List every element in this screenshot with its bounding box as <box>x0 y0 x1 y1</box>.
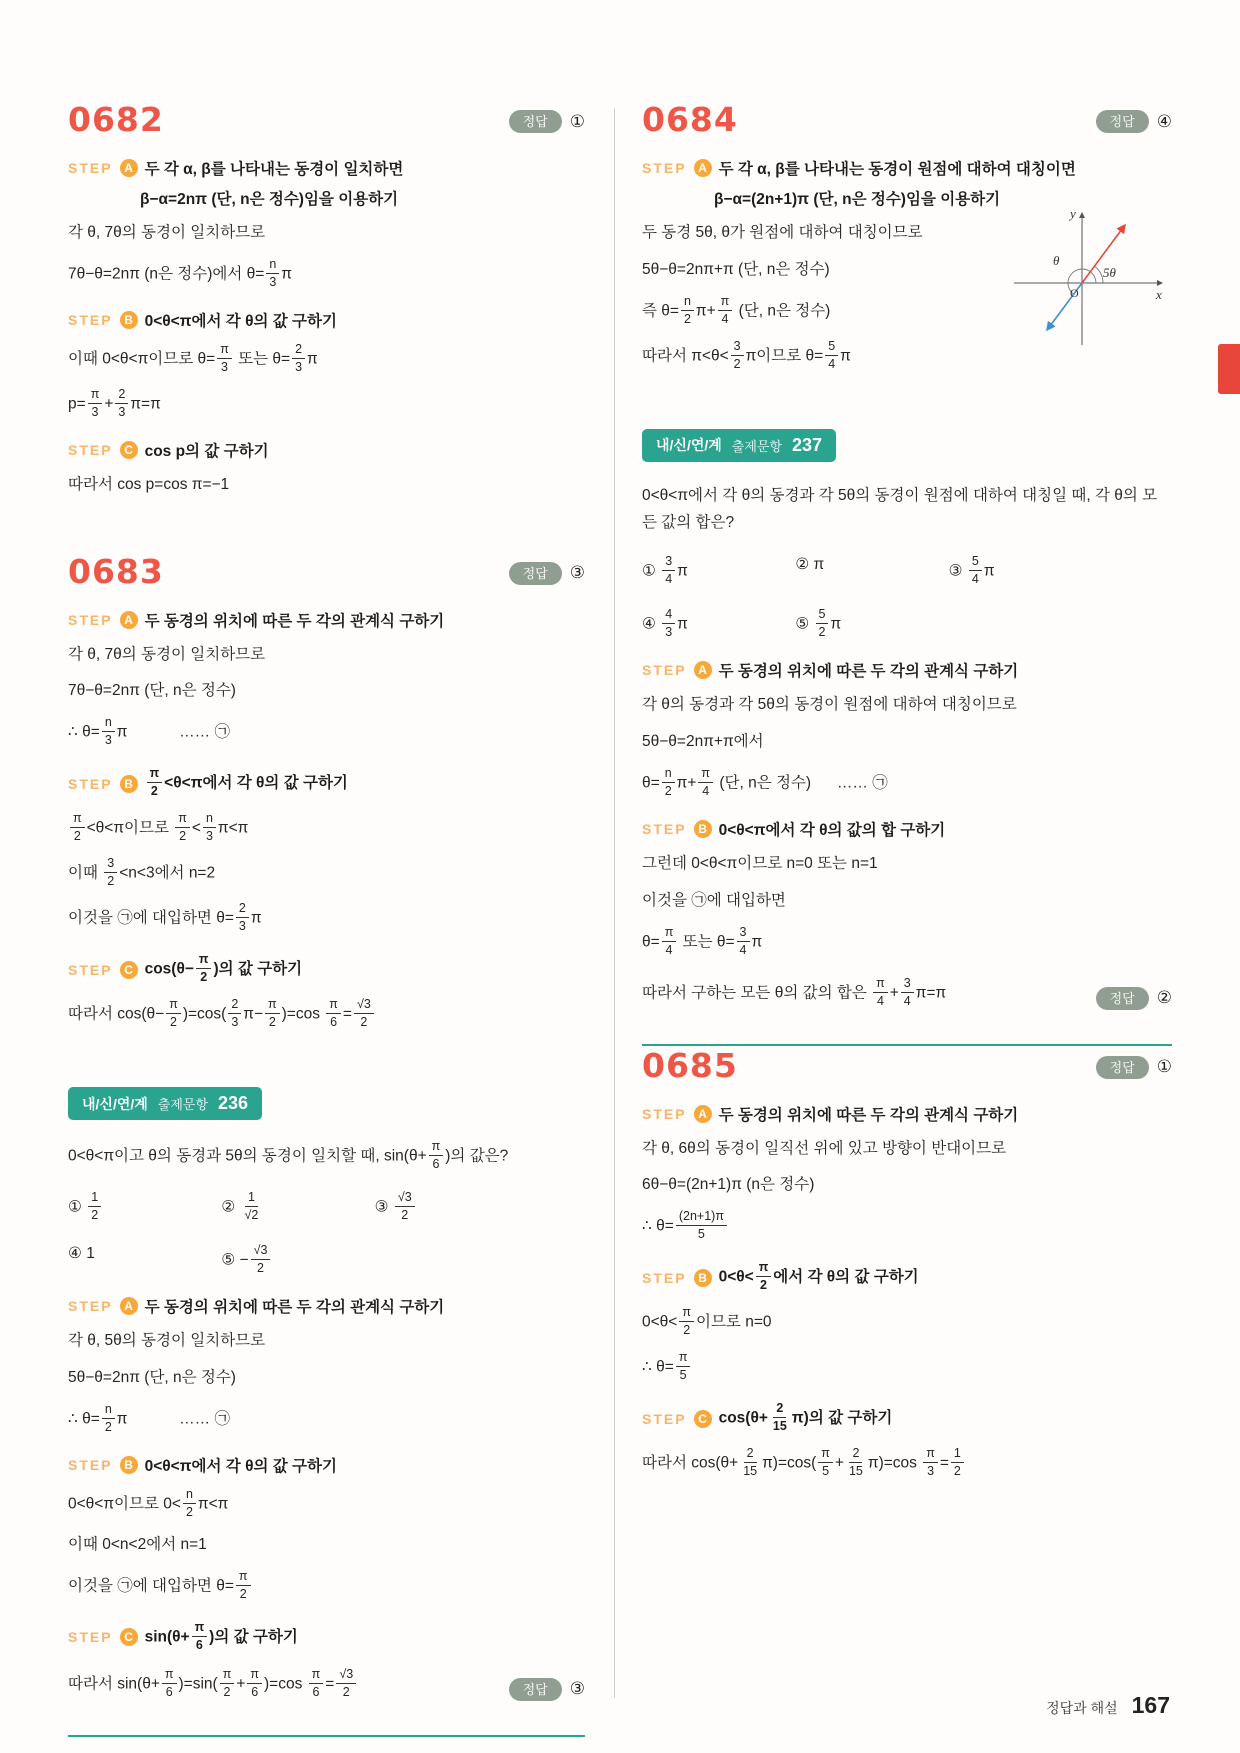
naesin-sub-label: 출제문항 <box>157 1097 208 1113</box>
step-title: $\frac{\pi}{2}$ <θ<π에서 각 θ의 값 구하기 <box>145 767 348 800</box>
step-label: STEP <box>68 961 113 978</box>
footer-section-label: 정답과 해설 <box>1046 1700 1118 1716</box>
solution-line: ∴ θ= $\frac{n}{3}$ π …… ㉠ <box>68 715 230 748</box>
step-title: 0<θ<π에서 각 θ의 값 구하기 <box>144 1457 337 1475</box>
step-label: STEP <box>642 820 687 837</box>
answer-circle: ③ <box>569 563 585 583</box>
step-title-continued: β−α=2nπ (단, n은 정수)임을 이용하기 <box>140 191 399 208</box>
solution-line: 따라서 cos(θ+ $\frac{2}{15}$ π)=cos( $\frac{\pi}{5}$ + $\frac{2}{15}$ π)=cos $\frac{\pi}{3}$ = $\frac{1}{2}$ <box>642 1447 1172 1480</box>
answer-circle: ③ <box>569 1679 585 1699</box>
step-label: STEP <box>68 160 113 176</box>
answer-circle: ① <box>1156 1057 1172 1077</box>
step-c <box>68 953 585 1031</box>
step-header <box>642 1103 1172 1125</box>
step-header <box>642 818 1172 840</box>
step-b <box>68 1454 585 1603</box>
choice-4: ④ $\frac{4}{3}$ π <box>642 607 688 640</box>
solution-line: ∴ θ= $\frac{n}{2}$ π …… ㉠ <box>68 1401 230 1434</box>
choice-4: ④ 1 <box>68 1245 95 1263</box>
column-divider <box>614 108 615 1698</box>
inline-answer-chip <box>1096 987 1172 1010</box>
step-title: 두 동경의 위치에 따른 두 각의 관계식 구하기 <box>718 663 1019 681</box>
solution-line: ∴ θ= $\frac{(2n+1)\pi}{5}$ <box>642 1210 1172 1243</box>
solution-line: 이것을 ㉠에 대입하면 θ= $\frac{2}{3}$ π <box>68 901 262 934</box>
answer-badge: 정답 <box>509 1678 562 1701</box>
step-header <box>68 1621 585 1654</box>
solution-line: 즉 θ= $\frac{n}{2}$ π+ $\frac{\pi}{4}$ (단, n은 정수) <box>642 293 831 326</box>
step-title: 두 각 α, β를 나타내는 동경이 원점에 대하여 대칭이면 <box>718 161 1076 178</box>
solution-line: 따라서 π<θ< $\frac{3}{2}$ π이므로 θ= $\frac{5}{4}$ π <box>642 338 851 371</box>
step-label: STEP <box>642 1269 687 1286</box>
right-column <box>642 100 1172 1492</box>
answer-circle: ④ <box>1156 111 1172 131</box>
problem-header <box>68 552 585 591</box>
naesin-header <box>68 1087 262 1120</box>
problem-header <box>642 1046 1172 1085</box>
answer-choices <box>68 1191 528 1277</box>
step-letter-icon: B <box>694 820 712 838</box>
answer-chip <box>1096 1056 1172 1079</box>
problem-number: 0682 <box>68 100 164 139</box>
step-letter-icon: A <box>120 159 138 177</box>
problem-header <box>68 100 585 139</box>
answer-badge: 정답 <box>1096 987 1149 1010</box>
step-c <box>642 1402 1172 1480</box>
solution-line: 5θ−θ=2nπ+π에서 <box>642 733 764 751</box>
step-title: 두 동경의 위치에 따른 두 각의 관계식 구하기 <box>718 1106 1019 1124</box>
answer-chip <box>1096 110 1172 133</box>
problem-header <box>642 100 1172 139</box>
step-header <box>68 1295 585 1317</box>
solution-line: 따라서 cos(θ− $\frac{\pi}{2}$ )=cos( $\frac{2}{3}$ π− $\frac{\pi}{2}$ )=cos $\frac{\pi}{6}$ = $\frac{√3}{2}$ <box>68 998 585 1031</box>
step-letter-icon: C <box>120 1628 138 1646</box>
answer-badge: 정답 <box>509 562 562 585</box>
step-header <box>68 953 585 986</box>
question-text: 0<θ<π에서 각 θ의 동경과 각 5θ의 동경이 원점에 대하여 대칭일 때, 각 θ의 모든 값의 합은? <box>642 486 1158 532</box>
solution-line: 각 θ, 7θ의 동경이 일치하므로 <box>68 645 266 663</box>
solution-line: 각 θ, 6θ의 동경이 일직선 위에 있고 방향이 반대이므로 <box>642 1139 1007 1157</box>
solution-line: θ= $\frac{\pi}{4}$ 또는 θ= $\frac{3}{4}$ π <box>642 924 763 957</box>
step-a <box>642 659 1172 800</box>
diagram-label-x: x <box>1156 287 1162 302</box>
solution-line: 각 θ, 5θ의 동경이 일치하므로 <box>68 1332 266 1350</box>
question-text: 0<θ<π이고 θ의 동경과 5θ의 동경이 일치할 때, sin(θ+ $\frac{\pi}{6}$ )의 값은? <box>68 1139 509 1172</box>
answer-badge: 정답 <box>509 110 562 133</box>
naesin-number: 236 <box>218 1093 249 1114</box>
step-title: sin(θ+ $\frac{\pi}{6}$ )의 값 구하기 <box>144 1619 298 1652</box>
step-letter-icon: A <box>694 159 712 177</box>
step-title-continued: β−α=(2n+1)π (단, n은 정수)임을 이용하기 <box>714 191 1001 208</box>
left-column <box>68 100 585 1737</box>
answer-circle: ② <box>1156 988 1172 1008</box>
solution-line: 이때 $\frac{3}{2}$ <n<3에서 n=2 <box>68 856 216 889</box>
solution-line: 7θ−θ=2nπ (n은 정수)에서 θ= $\frac{n}{3}$ π <box>68 256 292 289</box>
answer-badge: 정답 <box>1096 110 1149 133</box>
step-letter-icon: B <box>120 1456 138 1474</box>
step-title: 두 동경의 위치에 따른 두 각의 관계식 구하기 <box>144 612 445 630</box>
page-number: 167 <box>1131 1692 1170 1718</box>
problem-number: 0683 <box>68 551 164 591</box>
solution-line: 5θ−θ=2nπ (단, n은 정수) <box>68 1368 236 1386</box>
step-label: STEP <box>68 1456 113 1473</box>
step-label: STEP <box>68 441 113 458</box>
solution-line: 따라서 cos p=cos π=−1 <box>68 475 230 493</box>
solution-line: $\frac{\pi}{2}$ <θ<π이므로 $\frac{\pi}{2}$ < $\frac{n}{3}$ π<π <box>68 812 585 845</box>
problem-0684 <box>642 100 1172 373</box>
step-letter-icon: A <box>694 1105 712 1123</box>
answer-chip <box>509 110 585 133</box>
step-header <box>642 157 1172 179</box>
step-header <box>68 309 585 331</box>
problem-0685 <box>642 1046 1172 1481</box>
step-c <box>68 1621 585 1707</box>
step-label: STEP <box>68 775 113 792</box>
step-label: STEP <box>642 1105 687 1122</box>
step-title: cos p의 값 구하기 <box>144 442 269 460</box>
step-label: STEP <box>642 1410 687 1427</box>
step-letter-icon: A <box>120 1297 138 1315</box>
choice-3: ③ $\frac{√3}{2}$ <box>375 1191 528 1224</box>
solution-line: 이것을 ㉠에 대입하면 <box>642 891 786 909</box>
diagram-label-theta: θ <box>1053 253 1060 268</box>
step-header <box>642 1402 1172 1435</box>
choice-3: ③ $\frac{5}{4}$ π <box>948 554 995 587</box>
step-b <box>642 1261 1172 1384</box>
step-header <box>642 1261 1172 1294</box>
step-title: cos(θ− $\frac{\pi}{2}$ )의 값 구하기 <box>144 952 303 985</box>
solution-line: 따라서 구하는 모든 θ의 값의 합은 $\frac{\pi}{4}$ + $\frac{3}{4}$ π=π <box>642 975 947 1008</box>
problem-0682 <box>68 100 585 498</box>
step-c <box>68 439 585 498</box>
step-label: STEP <box>68 611 113 628</box>
step-header <box>68 1454 585 1476</box>
answer-choices <box>642 555 1102 641</box>
answer-badge: 정답 <box>1096 1056 1149 1079</box>
step-title: 두 동경의 위치에 따른 두 각의 관계식 구하기 <box>144 1299 445 1317</box>
step-title: 0<θ<π에서 각 θ의 값 구하기 <box>144 312 337 330</box>
solution-line: p= $\frac{\pi}{3}$ + $\frac{2}{3}$ π=π <box>68 386 161 419</box>
step-title: 0<θ<π에서 각 θ의 값의 합 구하기 <box>718 821 946 839</box>
solution-line: 각 θ의 동경과 각 5θ의 동경이 원점에 대하여 대칭이므로 <box>642 696 1017 714</box>
step-a <box>68 157 585 291</box>
step-b <box>68 767 585 935</box>
solution-line: 7θ−θ=2nπ (단, n은 정수) <box>68 682 236 700</box>
step-a <box>68 1295 585 1436</box>
choice-1: ① $\frac{3}{4}$ π <box>642 554 688 587</box>
solution-line: 이때 0<n<2에서 n=1 <box>68 1535 207 1553</box>
naesin-sub-label: 출제문항 <box>731 438 782 454</box>
step-label: STEP <box>68 1298 113 1315</box>
step-header <box>68 439 585 461</box>
answer-chip <box>509 562 585 585</box>
naesin-number: 237 <box>792 434 823 455</box>
step-letter-icon: B <box>694 1269 712 1287</box>
step-title: 0<θ< $\frac{\pi}{2}$ 에서 각 θ의 값 구하기 <box>718 1260 919 1293</box>
solution-line: 이것을 ㉠에 대입하면 θ= $\frac{\pi}{2}$ <box>68 1570 585 1603</box>
naesin-series-label: 내/신/연/계 <box>656 437 722 454</box>
step-letter-icon: C <box>694 1410 712 1428</box>
diagram-label-origin: O <box>1070 286 1079 300</box>
problem-number: 0685 <box>642 1045 738 1085</box>
solution-line: 이때 0<θ<π이므로 θ= $\frac{\pi}{3}$ 또는 θ= $\frac{2}{3}$ π <box>68 341 318 374</box>
step-title: 두 각 α, β를 나타내는 동경이 일치하면 <box>144 161 404 178</box>
step-letter-icon: B <box>120 775 138 793</box>
solution-line: 따라서 sin(θ+ $\frac{\pi}{6}$ )=sin( $\frac{\pi}{2}$ + $\frac{\pi}{6}$ )=cos $\frac{\pi}{6}$ = $\frac{√3}{2}$ <box>68 1668 499 1701</box>
solution-line: 0<θ<π이므로 0< $\frac{n}{2}$ π<π <box>68 1486 229 1519</box>
step-a <box>642 1103 1172 1244</box>
step-letter-icon: C <box>120 441 138 459</box>
problem-number: 0684 <box>642 100 738 139</box>
step-header <box>68 609 585 631</box>
final-answer-row <box>642 971 1172 1016</box>
naesin-header <box>642 429 836 462</box>
solution-line: 0<θ< $\frac{\pi}{2}$ 이므로 n=0 <box>642 1305 772 1338</box>
step-title: cos(θ+ $\frac{2}{15}$ π)의 값 구하기 <box>718 1401 893 1434</box>
step-a <box>68 609 585 750</box>
choice-5: ⑤ − $\frac{√3}{2}$ <box>221 1244 374 1277</box>
step-label: STEP <box>68 1629 113 1646</box>
choice-2: ② $\frac{1}{√2}$ <box>221 1190 259 1223</box>
step-header <box>68 767 585 800</box>
final-answer-row <box>68 1662 585 1707</box>
choice-5: ⑤ $\frac{5}{2}$ π <box>795 607 842 640</box>
step-b <box>68 309 585 421</box>
step-letter-icon: A <box>694 661 712 679</box>
naesin-block-236 <box>68 1087 585 1736</box>
solution-line: 두 동경 5θ, θ가 원점에 대하여 대칭이므로 <box>642 224 923 241</box>
solution-line: 6θ−θ=(2n+1)π (n은 정수) <box>642 1176 815 1194</box>
step-header <box>642 659 1172 681</box>
diagram-label-y: y <box>1070 206 1076 221</box>
step-header <box>68 157 585 179</box>
angle-diagram <box>1004 203 1172 355</box>
solution-line: 각 θ, 7θ의 동경이 일치하므로 <box>68 224 266 241</box>
diagram-label-5theta: 5θ <box>1103 265 1116 280</box>
step-label: STEP <box>68 311 113 328</box>
solution-line: ∴ θ= $\frac{\pi}{5}$ <box>642 1351 1172 1384</box>
naesin-series-label: 내/신/연/계 <box>82 1095 148 1112</box>
chapter-tab <box>1218 344 1240 394</box>
choice-2: ② π <box>795 556 825 574</box>
solution-line: 5θ−θ=2nπ+π (단, n은 정수) <box>642 260 830 278</box>
step-letter-icon: C <box>120 961 138 979</box>
step-letter-icon: A <box>120 611 138 629</box>
solution-line: 그런데 0<θ<π이므로 n=0 또는 n=1 <box>642 854 878 872</box>
page-footer <box>840 1692 1170 1719</box>
step-label: STEP <box>642 160 687 176</box>
answer-circle: ① <box>569 111 585 131</box>
choice-1: ① $\frac{1}{2}$ <box>68 1191 221 1224</box>
step-label: STEP <box>642 662 687 679</box>
inline-answer-chip <box>509 1678 585 1701</box>
naesin-block-237 <box>642 429 1172 1046</box>
problem-0683 <box>68 552 585 1032</box>
step-letter-icon: B <box>120 311 138 329</box>
solution-line: θ= $\frac{n}{2}$ π+ $\frac{\pi}{4}$ (단, n은 정수) …… ㉠ <box>642 765 888 798</box>
step-b <box>642 818 1172 1016</box>
